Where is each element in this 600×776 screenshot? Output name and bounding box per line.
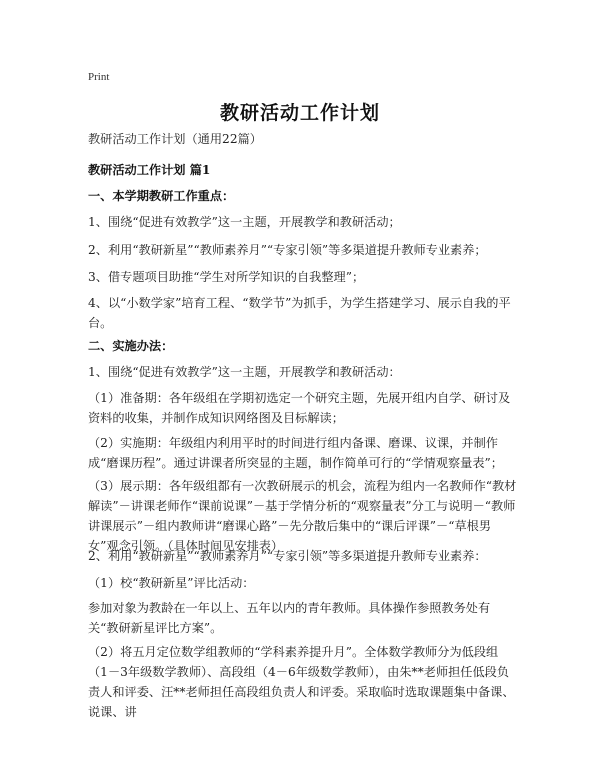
paragraph-methods-1: 1、围绕“促进有效教学”这一主题，开展教学和教研活动： — [88, 365, 401, 379]
heading-focus: 一、本学期教研工作重点： — [88, 189, 235, 203]
document-subtitle: 教研活动工作计划（通用22篇） — [88, 132, 262, 146]
paragraph-literacy-month: （2）将五月定位数学组教师的“学科素养提升月”。全体数学教师分为低段组（1－3年级数学教师）、高段组（4－6年级数学教师），由朱**老师担任低段负责人和评委、汪**老师担任高段组负责人和评委。采取临时选取课题集中备课、说课、讲 — [88, 645, 515, 719]
page-title: 教研活动工作计划 — [219, 102, 380, 124]
paragraph-focus-2: 2、利用“教研新星”“教师素养月”“专家引领”等多渠道提升教师专业素养； — [88, 243, 487, 257]
section-heading: 教研活动工作计划 篇1 — [88, 163, 211, 177]
paragraph-participants: 参加对象为教龄在一年以上、五年以内的青年教师。具体操作参照教务处有关“教研新星评比方案”。 — [88, 601, 491, 635]
paragraph-prep-phase: （1）准备期：各年级组在学期初选定一个研究主题，先展开组内自学、研讨及资料的收集，并制作成知识网络图及目标解读； — [88, 391, 511, 425]
print-label[interactable]: Print — [88, 71, 110, 83]
paragraph-showcase-phase: （3）展示期：各年级组都有一次教研展示的机会，流程为组内一名教师作“教材解读”－讲课老师作“课前说课”－基于学情分析的“观察量表”分工与说明－“教师讲课展示”－组内教师讲“磨课心路”－先分散后集中的“课后评课”－“草根男女”观念引领。（具体时间见安排表） — [88, 479, 517, 553]
paragraph-focus-1: 1、围绕“促进有效教学”这一主题，开展教学和教研活动； — [88, 215, 401, 229]
paragraph-methods-2: 2、利用“教研新星”“教师素养月”“专家引领”等多渠道提升教师专业素养： — [88, 549, 487, 563]
paragraph-focus-3: 3、借专题项目助推“学生对所学知识的自我整理”； — [88, 270, 365, 284]
heading-methods: 二、实施办法： — [88, 339, 174, 353]
paragraph-implement-phase: （2）实施期：年级组内利用平时的时间进行组内备课、磨课、议课，并制作成“磨课历程”。通过讲课者所突显的主题，制作简单可行的“学情观察量表”； — [88, 436, 503, 470]
paragraph-star-contest: （1）校“教研新星”评比活动： — [88, 576, 255, 590]
paragraph-focus-4: 4、以“小数学家”培育工程、“数学节”为抓手，为学生搭建学习、展示自我的平台。 — [88, 296, 511, 330]
